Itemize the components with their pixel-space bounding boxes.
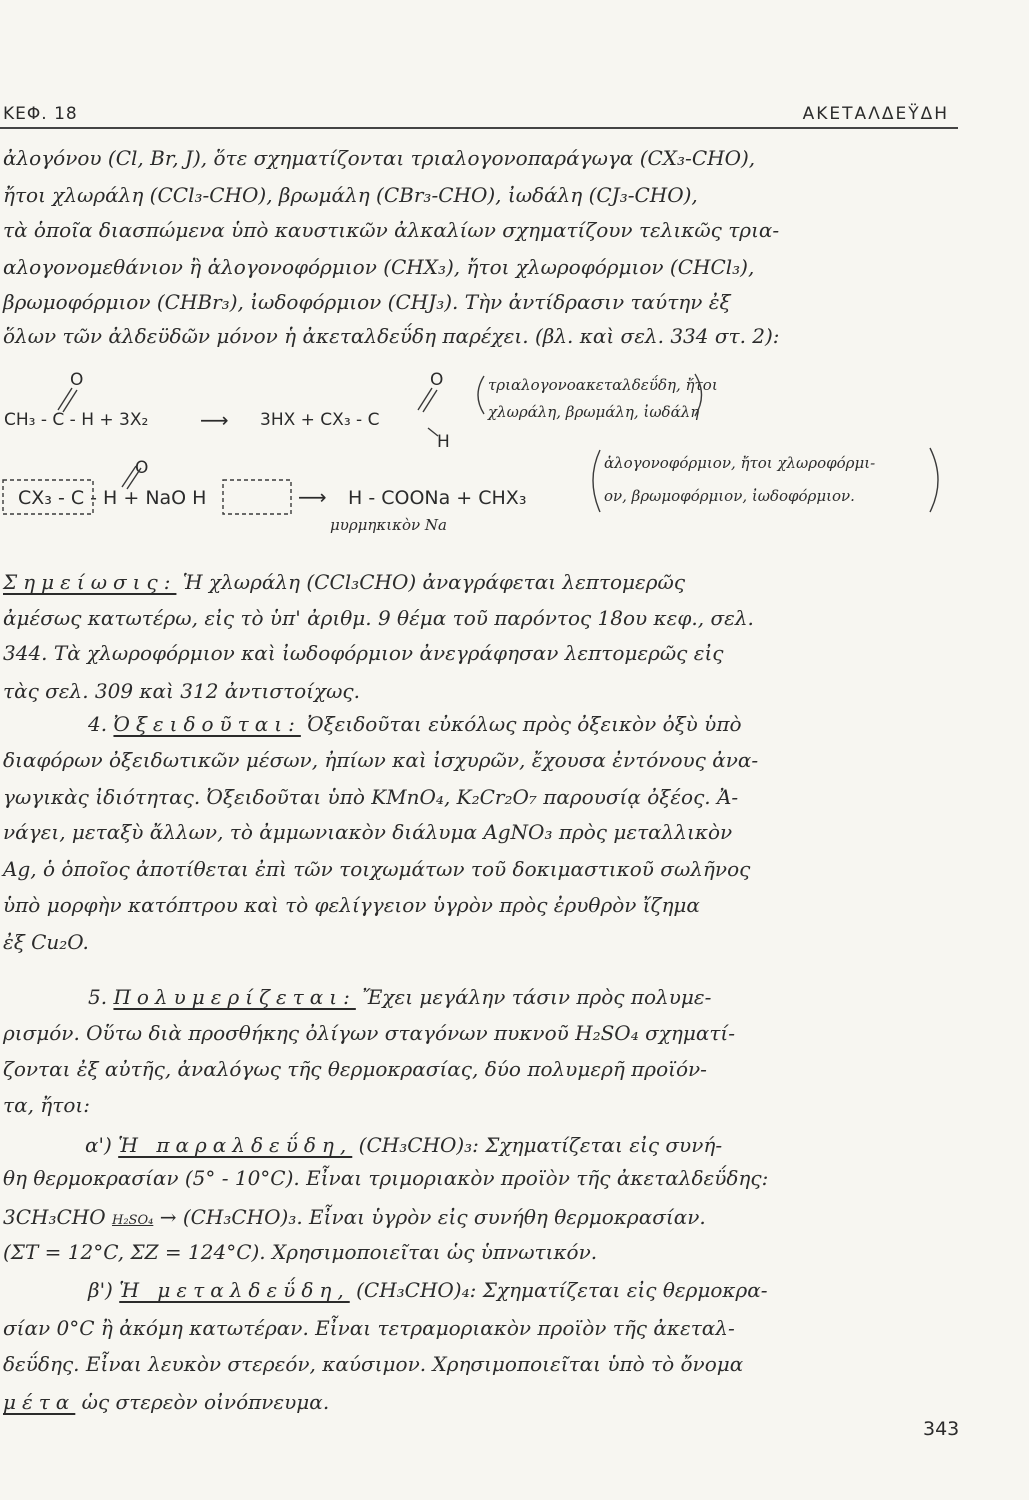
sub-b-term: μέτα [3, 1390, 76, 1414]
text-line: ὑπὸ μορφὴν κατόπτρου καὶ τὸ φελίγγειον ὑγρὸν πρὸς ἐρυθρὸν ἴζημα [3, 893, 700, 917]
text-line: διαφόρων ὀξειδωτικῶν μέσων, ἠπίων καὶ ἰσχυρῶν, ἔχουσα ἐντόνους ἀνα- [3, 748, 759, 772]
section5-heading-line [88, 985, 711, 1009]
double-bond-line [122, 466, 136, 487]
chapter-label: ΚΕΦ. 18 [3, 104, 78, 124]
reaction1-reactants: CH₃ - C - H + 3X₂ [4, 410, 149, 430]
remarks-label: Σημείωσις: [3, 570, 177, 594]
sub-a-product: (CH₃CHO)₃. Εἶναι ὑγρὸν εἰς συνήθη θερμοκρασίαν. [182, 1205, 706, 1229]
section4-heading-line [88, 712, 742, 736]
sub-b-heading-line [88, 1278, 768, 1302]
text-line: ὅλων τῶν ἀλδεϋδῶν μόνον ἡ ἀκεταλδεΰδη παρέχει. (βλ. καὶ σελ. 334 στ. 2): [3, 324, 780, 348]
sub-a-heading-line [85, 1133, 722, 1157]
reaction1-oxygen-right: O [430, 370, 444, 390]
text-line: ἤτοι χλωράλη (CCl₃-CHO), βρωμάλη (CBr₃-CHO), ἰωδάλη (CJ₃-CHO), [3, 183, 698, 207]
text-line: τὰ ὁποῖα διασπώμενα ὑπὸ καυστικῶν ἀλκαλίων σχηματίζουν τελικῶς τρια- [3, 218, 780, 242]
reaction2-products: H - COONa + CHX₃ [348, 487, 527, 509]
running-title: ΑΚΕΤΑΛΔΕΫΔΗ [802, 104, 949, 124]
reaction1-hydrogen: H [437, 432, 450, 452]
double-bond-line [58, 388, 72, 410]
text-line: γωγικὰς ἰδιότητας. Ὀξειδοῦται ὑπὸ KMnO₄, K₂Cr₂O₇ παρουσίᾳ ὀξέος. Ἀ- [3, 785, 739, 809]
section4-number: 4. [88, 712, 108, 736]
bracket-left [593, 450, 600, 512]
sub-a-label: Ἡ παραλδεΰδη, [118, 1133, 353, 1157]
reaction2-arrow: ⟶ [298, 485, 327, 509]
reaction2-oxygen: O [135, 458, 149, 478]
sub-b-last-line [3, 1390, 329, 1414]
reaction2-note-line: ἁλογονοφόρμιον, ἤτοι χλωροφόρμι- [604, 454, 876, 472]
section5-label: Πολυμερίζεται: [113, 985, 356, 1009]
text-line: σίαν 0°C ἢ ἀκόμη κατωτέραν. Εἶναι τετραμοριακὸν προϊὸν τῆς ἀκεταλ- [3, 1316, 735, 1340]
double-bond-line [63, 390, 77, 412]
page-number: 343 [923, 1418, 960, 1440]
sub-a-formula: (CH₃CHO)₃: [358, 1133, 479, 1157]
section5-number: 5. [88, 985, 108, 1009]
sub-a-marker: α') [85, 1133, 112, 1157]
text-line: δεΰδης. Εἶναι λευκὸν στερεόν, καύσιμον. Χρησιμοποιεῖται ὑπὸ τὸ ὄνομα [3, 1352, 744, 1376]
sub-a-catalyst: H₂SO₄ [112, 1213, 154, 1228]
sub-b-text: ὡς στερεὸν οἰνόπνευμα. [81, 1390, 330, 1414]
sub-a-equation-line [3, 1205, 706, 1233]
section4-text: Ὀξειδοῦται εὐκόλως πρὸς ὀξεικὸν ὀξὺ ὑπὸ [307, 712, 742, 736]
reaction-arrow-icon: → [159, 1205, 177, 1229]
double-bond-line [418, 388, 432, 410]
dashed-box-oh [223, 480, 291, 514]
reaction1-note-line: χλωράλη, βρωμάλη, ἰωδάλη [488, 403, 700, 421]
reaction2-byproduct: μυρμηκικὸν Na [330, 516, 447, 534]
text-line: ρισμόν. Οὕτω διὰ προσθήκης ὀλίγων σταγόνων πυκνοῦ H₂SO₄ σχηματί- [3, 1021, 735, 1045]
text-line: ἐξ Cu₂O. [3, 930, 89, 954]
bracket-right [930, 448, 938, 512]
reaction1-note-line: τριαλογονοακεταλδεΰδη, ἤτοι [488, 376, 718, 394]
text-line: ἀμέσως κατωτέρω, εἰς τὸ ὑπ' ἀριθμ. 9 θέμα τοῦ παρόντος 18ου κεφ., σελ. [3, 606, 754, 630]
remarks-text: Ἡ χλωράλη (CCl₃CHO) ἀναγράφεται λεπτομερῶς [182, 570, 686, 594]
section4-label: Ὀξειδοῦται: [113, 712, 301, 736]
header-rule [0, 127, 958, 129]
text-line: ζονται ἐξ αὐτῆς, ἀναλόγως τῆς θερμοκρασίας, δύο πολυμερῆ προϊόν- [3, 1057, 707, 1081]
text-line: Ag, ὁ ὁποῖος ἀποτίθεται ἐπὶ τῶν τοιχωμάτων τοῦ δοκιμαστικοῦ σωλῆνος [3, 857, 751, 881]
sub-b-text: Σχηματίζεται εἰς θερμοκρα- [482, 1278, 768, 1302]
sub-b-formula: (CH₃CHO)₄: [356, 1278, 477, 1302]
text-line: αλογονομεθάνιον ἢ ἁλογονοφόρμιον (CHX₃), ἤτοι χλωροφόρμιον (CHCl₃), [3, 255, 755, 279]
text-line: 344. Τὰ χλωροφόρμιον καὶ ἰωδοφόρμιον ἀνεγράφησαν λεπτομερῶς εἰς [3, 641, 724, 665]
text-line: τὰς σελ. 309 καὶ 312 ἀντιστοίχως. [3, 679, 360, 703]
sub-a-text: Σχηματίζεται εἰς συνή- [485, 1133, 723, 1157]
reaction1-products: 3HX + CX₃ - C [260, 410, 380, 430]
reaction1-arrow: ⟶ [200, 408, 229, 432]
text-line: θη θερμοκρασίαν (5° - 10°C). Εἶναι τριμοριακὸν προϊὸν τῆς ἀκεταλδεΰδης: [3, 1166, 769, 1190]
sub-b-label: Ἡ μεταλδεΰδη, [119, 1278, 350, 1302]
remarks-line [3, 570, 685, 594]
double-bond-line [423, 390, 437, 412]
text-line: τα, ἤτοι: [3, 1093, 90, 1117]
text-line: (ΣΤ = 12°C, ΣΖ = 124°C). Χρησιμοποιεῖται ὡς ὑπνωτικόν. [3, 1240, 598, 1264]
text-line: ἀλογόνου (Cl, Br, J), ὅτε σχηματίζονται τριαλογονοπαράγωγα (CX₃-CHO), [3, 146, 756, 170]
reaction1-oxygen-left: O [70, 370, 84, 390]
text-line: νάγει, μεταξὺ ἄλλων, τὸ ἀμμωνιακὸν διάλυμα AgNO₃ πρὸς μεταλλικὸν [3, 820, 733, 844]
sub-a-reactant: 3CH₃CHO [3, 1205, 106, 1229]
reaction2-note-line: ον, βρωμοφόρμιον, ἰωδοφόρμιον. [604, 487, 855, 505]
section5-text: Ἔχει μεγάλην τάσιν πρὸς πολυμε- [362, 985, 712, 1009]
sub-b-marker: β') [88, 1278, 113, 1302]
bracket-left [478, 376, 484, 414]
reaction2-reactants: CX₃ - C - H + NaO H [18, 487, 207, 509]
text-line: βρωμοφόρμιον (CHBr₃), ἰωδοφόρμιον (CHJ₃). Τὴν ἀντίδρασιν ταύτην ἐξ [3, 290, 731, 314]
